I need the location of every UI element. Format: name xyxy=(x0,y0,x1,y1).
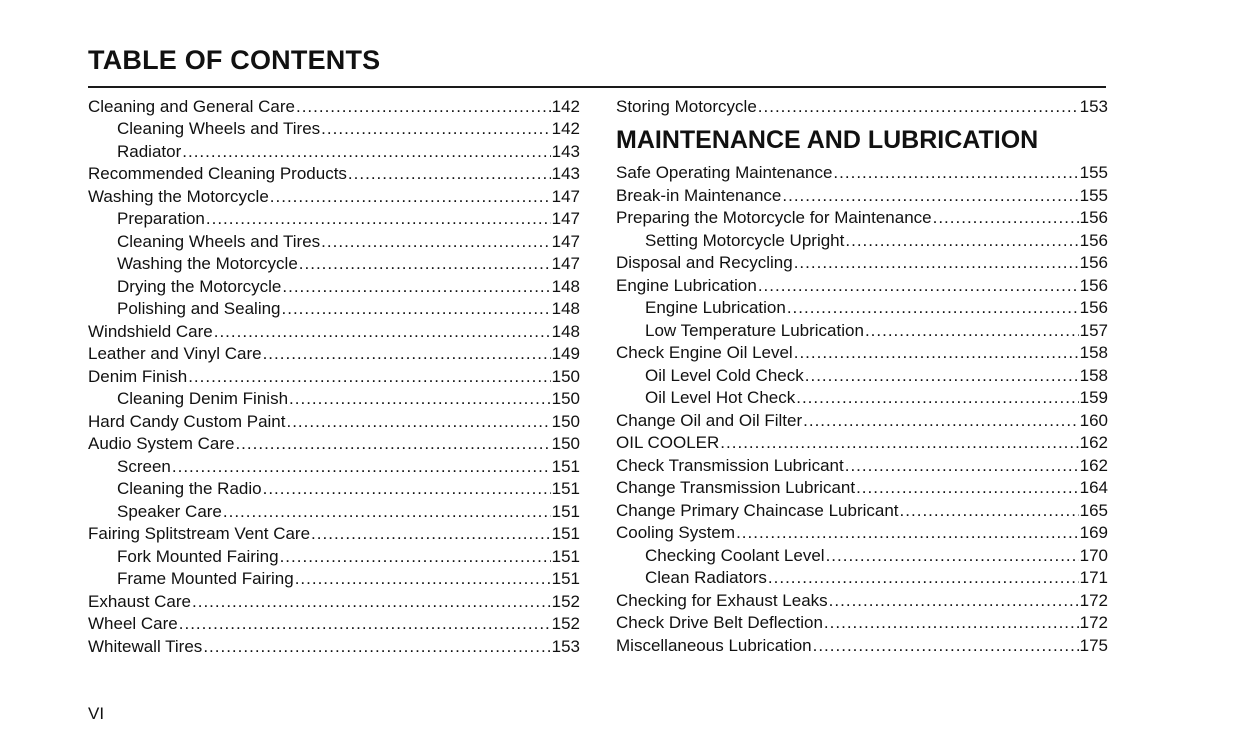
toc-leader-dots xyxy=(282,277,550,297)
toc-entry-label: Storing Motorcycle xyxy=(616,96,757,116)
toc-entry[interactable] xyxy=(616,341,1108,364)
toc-entry-page: 156 xyxy=(1079,253,1108,272)
toc-entry[interactable] xyxy=(616,408,1108,431)
toc-entry-page: 156 xyxy=(1079,230,1108,250)
toc-entry-page: 172 xyxy=(1079,613,1108,632)
toc-entry-page: 150 xyxy=(551,411,580,431)
toc-entry[interactable] xyxy=(616,363,1108,386)
toc-leader-dots xyxy=(206,209,551,229)
toc-entry-label: Radiator xyxy=(117,141,182,161)
toc-entry[interactable] xyxy=(88,207,580,230)
toc-entry-page: 157 xyxy=(1079,320,1108,340)
toc-entry[interactable] xyxy=(88,274,580,297)
toc-entry[interactable] xyxy=(616,498,1108,521)
toc-leader-dots xyxy=(845,231,1078,251)
toc-entry-label: Audio System Care xyxy=(88,434,235,453)
toc-entry[interactable] xyxy=(616,633,1108,656)
toc-entry-page: 142 xyxy=(551,119,580,138)
toc-entry-label: OIL COOLER xyxy=(616,433,720,452)
toc-entry-label: Cooling System xyxy=(616,523,736,542)
toc-entry-page: 151 xyxy=(551,479,580,498)
toc-leader-dots xyxy=(263,344,551,364)
toc-entry-page: 162 xyxy=(1079,455,1108,475)
toc-entry[interactable] xyxy=(616,251,1108,274)
toc-leader-dots xyxy=(758,276,1079,296)
toc-entry-page: 142 xyxy=(551,96,580,116)
toc-leader-dots xyxy=(282,299,551,319)
toc-entry[interactable] xyxy=(88,522,580,545)
toc-entry-page: 172 xyxy=(1079,590,1108,610)
toc-leader-dots xyxy=(933,208,1079,228)
toc-entry-page: 147 xyxy=(551,186,580,206)
toc-entry-page: 170 xyxy=(1079,545,1108,565)
toc-entry-label: Polishing and Sealing xyxy=(117,299,281,318)
toc-entry-page: 158 xyxy=(1079,365,1108,385)
toc-entry[interactable] xyxy=(88,499,580,522)
toc-leader-dots xyxy=(803,411,1078,431)
toc-entry[interactable] xyxy=(88,162,580,185)
toc-leader-dots xyxy=(321,232,550,252)
toc-leader-dots xyxy=(263,479,551,499)
toc-entry[interactable] xyxy=(616,94,1108,117)
toc-entry-page: 153 xyxy=(551,636,580,656)
toc-leader-dots xyxy=(900,501,1079,521)
toc-leader-dots xyxy=(720,433,1078,453)
section-heading: MAINTENANCE AND LUBRICATION xyxy=(616,125,1039,154)
toc-entry-label: Safe Operating Maintenance xyxy=(616,163,833,182)
toc-entry-page: 158 xyxy=(1079,343,1108,362)
toc-entry[interactable] xyxy=(616,476,1108,499)
toc-entry-page: 156 xyxy=(1079,275,1108,295)
toc-entry[interactable] xyxy=(88,184,580,207)
toc-leader-dots xyxy=(172,457,551,477)
toc-entry[interactable] xyxy=(616,183,1108,206)
toc-entry-page: 169 xyxy=(1079,523,1108,542)
toc-entry-label: Cleaning Wheels and Tires xyxy=(117,119,321,138)
toc-entry[interactable] xyxy=(88,387,580,410)
toc-entry-page: 171 xyxy=(1079,568,1108,587)
toc-leader-dots xyxy=(865,321,1079,341)
toc-entry[interactable] xyxy=(88,634,580,657)
toc-leader-dots xyxy=(787,298,1079,318)
toc-entry[interactable] xyxy=(88,297,580,320)
toc-entry-label: Change Primary Chaincase Lubricant xyxy=(616,500,899,520)
toc-entry-page: 147 xyxy=(551,209,580,228)
toc-entry-page: 148 xyxy=(551,321,580,341)
toc-leader-dots xyxy=(845,456,1079,476)
toc-entry-label: Clean Radiators xyxy=(645,568,767,587)
toc-entry[interactable] xyxy=(616,611,1108,634)
toc-entry-label: Preparation xyxy=(117,209,205,228)
toc-entry-label: Disposal and Recycling xyxy=(616,253,793,272)
toc-entry-label: Change Oil and Oil Filter xyxy=(616,410,803,430)
toc-entry-label: Hard Candy Custom Paint xyxy=(88,411,286,431)
toc-entry-page: 165 xyxy=(1079,500,1108,520)
toc-entry[interactable] xyxy=(616,296,1108,319)
toc-entry-label: Check Transmission Lubricant xyxy=(616,455,844,475)
toc-entry-label: Denim Finish xyxy=(88,366,188,386)
toc-entry-page: 152 xyxy=(551,591,580,611)
toc-leader-dots xyxy=(235,434,550,454)
toc-entry-page: 152 xyxy=(551,614,580,633)
toc-entry-label: Check Drive Belt Deflection xyxy=(616,613,823,632)
toc-entry-page: 151 xyxy=(551,501,580,521)
title-divider xyxy=(88,86,1106,88)
toc-entry-label: Exhaust Care xyxy=(88,591,191,611)
toc-leader-dots xyxy=(829,591,1079,611)
toc-entry-page: 149 xyxy=(551,344,580,363)
toc-entry[interactable] xyxy=(88,229,580,252)
toc-entry-label: Washing the Motorcycle xyxy=(88,186,269,206)
toc-leader-dots xyxy=(311,524,551,544)
toc-entry-page: 162 xyxy=(1079,433,1108,452)
toc-entry-page: 150 xyxy=(551,389,580,408)
toc-leader-dots xyxy=(824,613,1079,633)
toc-leader-dots xyxy=(796,388,1078,408)
toc-entry-label: Leather and Vinyl Care xyxy=(88,344,262,363)
toc-entry[interactable] xyxy=(616,431,1108,454)
toc-entry-label: Engine Lubrication xyxy=(616,275,757,295)
toc-leader-dots xyxy=(782,186,1078,206)
toc-entry-page: 143 xyxy=(551,141,580,161)
toc-entry-page: 155 xyxy=(1079,163,1108,182)
toc-entry-label: Low Temperature Lubrication xyxy=(645,320,864,340)
toc-entry[interactable] xyxy=(88,409,580,432)
toc-entry-label: Whitewall Tires xyxy=(88,636,203,656)
page-number: VI xyxy=(88,704,105,723)
toc-entry-label: Cleaning Denim Finish xyxy=(117,389,289,408)
toc-left-column xyxy=(88,94,580,657)
toc-entry[interactable] xyxy=(88,567,580,590)
toc-entry[interactable] xyxy=(88,432,580,455)
toc-entry[interactable] xyxy=(616,386,1108,409)
toc-leader-dots xyxy=(188,367,550,387)
toc-leader-dots xyxy=(203,637,550,657)
toc-leader-dots xyxy=(299,254,551,274)
toc-entry[interactable] xyxy=(616,588,1108,611)
toc-entry-page: 153 xyxy=(1079,96,1108,116)
toc-entry-page: 151 xyxy=(551,569,580,588)
toc-right-column xyxy=(616,94,1108,656)
toc-leader-dots xyxy=(794,253,1079,273)
toc-entry[interactable] xyxy=(616,318,1108,341)
toc-entry-label: Fairing Splitstream Vent Care xyxy=(88,524,311,543)
toc-entry-label: Checking for Exhaust Leaks xyxy=(616,590,828,610)
toc-entry-label: Oil Level Hot Check xyxy=(645,388,796,407)
toc-entry[interactable] xyxy=(616,273,1108,296)
toc-entry[interactable] xyxy=(88,139,580,162)
toc-entry-page: 150 xyxy=(551,366,580,386)
toc-entry[interactable] xyxy=(88,477,580,500)
toc-entry-label: Speaker Care xyxy=(117,501,222,521)
toc-entry[interactable] xyxy=(88,319,580,342)
toc-entry[interactable] xyxy=(88,364,580,387)
page-title: TABLE OF CONTENTS xyxy=(88,45,381,75)
toc-entry-page: 164 xyxy=(1079,478,1108,497)
toc-entry-page: 148 xyxy=(551,299,580,318)
toc-leader-dots xyxy=(768,568,1079,588)
toc-leader-dots xyxy=(826,546,1079,566)
toc-entry[interactable] xyxy=(616,228,1108,251)
toc-entry-label: Drying the Motorcycle xyxy=(117,276,282,296)
toc-entry-label: Preparing the Motorcycle for Maintenance xyxy=(616,208,932,227)
toc-entry-label: Windshield Care xyxy=(88,321,213,341)
toc-entry-label: Washing the Motorcycle xyxy=(117,254,298,273)
toc-leader-dots xyxy=(794,343,1079,363)
toc-entry-label: Wheel Care xyxy=(88,614,178,633)
toc-entry[interactable] xyxy=(616,566,1108,589)
toc-leader-dots xyxy=(296,97,551,117)
toc-leader-dots xyxy=(758,97,1079,117)
toc-leader-dots xyxy=(833,163,1078,183)
toc-entry[interactable] xyxy=(88,252,580,275)
toc-leader-dots xyxy=(223,502,551,522)
toc-entry-label: Miscellaneous Lubrication xyxy=(616,635,812,655)
toc-entry-page: 156 xyxy=(1079,208,1108,227)
toc-leader-dots xyxy=(856,478,1079,498)
toc-entry-label: Oil Level Cold Check xyxy=(645,365,804,385)
toc-entry-page: 147 xyxy=(551,254,580,273)
toc-entry-label: Cleaning the Radio xyxy=(117,479,262,498)
toc-entry[interactable] xyxy=(88,94,580,117)
toc-leader-dots xyxy=(348,164,551,184)
toc-entry-page: 148 xyxy=(551,276,580,296)
toc-leader-dots xyxy=(321,119,550,139)
toc-entry[interactable] xyxy=(616,453,1108,476)
toc-entry[interactable] xyxy=(616,161,1108,184)
toc-entry-label: Cleaning and General Care xyxy=(88,96,295,116)
toc-leader-dots xyxy=(192,592,551,612)
toc-entry-label: Cleaning Wheels and Tires xyxy=(117,231,321,251)
toc-entry-label: Break-in Maintenance xyxy=(616,185,782,205)
toc-entry[interactable] xyxy=(88,117,580,140)
toc-leader-dots xyxy=(179,614,551,634)
toc-entry-label: Change Transmission Lubricant xyxy=(616,478,856,497)
toc-leader-dots xyxy=(280,547,551,567)
toc-entry-page: 147 xyxy=(551,231,580,251)
toc-entry[interactable] xyxy=(88,342,580,365)
toc-entry-page: 150 xyxy=(551,434,580,453)
toc-entry-page: 151 xyxy=(551,456,580,476)
toc-leader-dots xyxy=(286,412,550,432)
toc-leader-dots xyxy=(270,187,551,207)
toc-entry-label: Engine Lubrication xyxy=(645,298,786,317)
toc-entry-page: 151 xyxy=(551,546,580,566)
toc-entry[interactable] xyxy=(88,454,580,477)
toc-entry[interactable] xyxy=(88,544,580,567)
toc-section-entries xyxy=(616,161,1108,656)
toc-leader-dots xyxy=(736,523,1079,543)
toc-entry[interactable] xyxy=(88,612,580,635)
toc-entry[interactable] xyxy=(616,206,1108,229)
toc-entry-page: 155 xyxy=(1079,185,1108,205)
toc-entry-page: 159 xyxy=(1079,388,1108,407)
toc-leader-dots xyxy=(182,142,550,162)
toc-entry-label: Recommended Cleaning Products xyxy=(88,164,347,183)
toc-entry-page: 156 xyxy=(1079,298,1108,317)
toc-entry-page: 175 xyxy=(1079,635,1108,655)
toc-leader-dots xyxy=(295,569,551,589)
toc-entry-label: Check Engine Oil Level xyxy=(616,343,793,362)
toc-entry-page: 143 xyxy=(551,164,580,183)
toc-leader-dots xyxy=(813,636,1079,656)
toc-entry-label: Fork Mounted Fairing xyxy=(117,546,279,566)
toc-entry-label: Frame Mounted Fairing xyxy=(117,569,294,588)
toc-leader-dots xyxy=(805,366,1079,386)
toc-entry[interactable] xyxy=(616,543,1108,566)
toc-entry-label: Checking Coolant Level xyxy=(645,545,825,565)
toc-entry-page: 160 xyxy=(1079,410,1108,430)
toc-entry-label: Screen xyxy=(117,456,171,476)
toc-entry[interactable] xyxy=(616,521,1108,544)
toc-leader-dots xyxy=(214,322,551,342)
toc-entry-page: 151 xyxy=(551,524,580,543)
toc-leader-dots xyxy=(289,389,551,409)
toc-entry[interactable] xyxy=(88,589,580,612)
toc-entry-label: Setting Motorcycle Upright xyxy=(645,230,845,250)
